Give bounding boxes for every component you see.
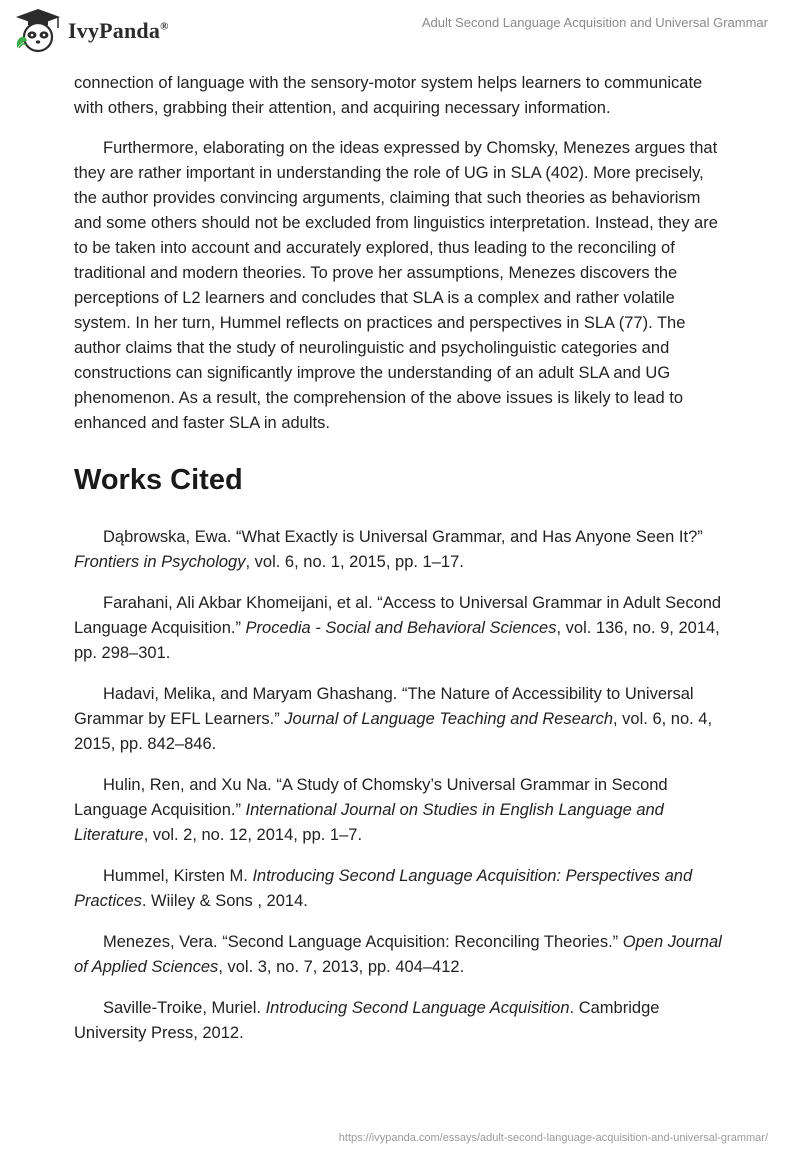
source-url-link[interactable]: https://ivypanda.com/essays/adult-second-language-acquisition-and-universal-grammar/ — [338, 1132, 768, 1144]
running-title: Adult Second Language Acquisition and Universal Grammar — [421, 15, 768, 30]
citation-entry: Dąbrowska, Ewa. “What Exactly is Universal Grammar, and Has Anyone Seen It?” Frontiers in Psychology, vol. 6, no. 1, 2015, pp. 1–17. — [74, 528, 703, 571]
works-cited-heading: Works Cited — [74, 464, 243, 496]
citation-entry: Hummel, Kirsten M. Introducing Second Language Acquisition: Perspectives and Practices. Wiiley & Sons , 2014. — [74, 867, 693, 910]
citation-entry: Saville-Troike, Muriel. Introducing Second Language Acquisition. Cambridge University Press, 2012. — [74, 999, 660, 1042]
paragraph: Furthermore, elaborating on the ideas expressed by Chomsky, Menezes argues that they are rather important in understanding the role of UG in SLA (402). More precisely, the author provides convincing arguments, claiming that such theories as behaviorism and some others should not be excluded from linguistics interpretation. Instead, they are to be taken into account and accurately explored, thus leading to the reconciling of traditional and modern theories. To prove her assumptions, Menezes discovers the perceptions of L2 learners and concludes that SLA is a complex and rather volatile system. In her turn, Hummel reflects on practices and perspectives in SLA (77). The author claims that the study of neurolinguistic and psycholinguistic categories and constructions can significantly improve the understanding of an adult SLA and UG phenomenon. As a result, the comprehension of the above issues is likely to lead to enhanced and faster SLA in adults. — [74, 139, 718, 432]
essay-content — [74, 71, 726, 1062]
ivypanda-logo[interactable] — [14, 8, 169, 54]
citation-entry: Hadavi, Melika, and Maryam Ghashang. “The Nature of Accessibility to Universal Grammar by EFL Learners.” Journal of Language Teaching and Research, vol. 6, no. 4, 2015, pp. 842–846. — [74, 685, 713, 753]
citation-entry: Menezes, Vera. “Second Language Acquisition: Reconciling Theories.” Open Journal of Applied Sciences, vol. 3, no. 7, 2013, pp. 404–412. — [74, 933, 722, 976]
citation-entry: Hulin, Ren, and Xu Na. “A Study of Chomsky’s Universal Grammar in Second Language Acquisition.” International Journal on Studies in English Language and Literature, vol. 2, no. 12, 2014, pp. 1–7. — [74, 776, 668, 844]
citation-entry: Farahani, Ali Akbar Khomeijani, et al. “Access to Universal Grammar in Adult Second Language Acquisition.” Procedia - Social and Behavioral Sciences, vol. 136, no. 9, 2014, pp. 298–301. — [74, 594, 722, 662]
panda-graduate-icon — [14, 8, 62, 54]
paragraph-continued: connection of language with the sensory-motor system helps learners to communicate with others, grabbing their attention, and acquiring necessary information. — [74, 74, 703, 117]
brand-name: IvyPanda® — [68, 18, 169, 43]
page-header — [0, 0, 800, 60]
